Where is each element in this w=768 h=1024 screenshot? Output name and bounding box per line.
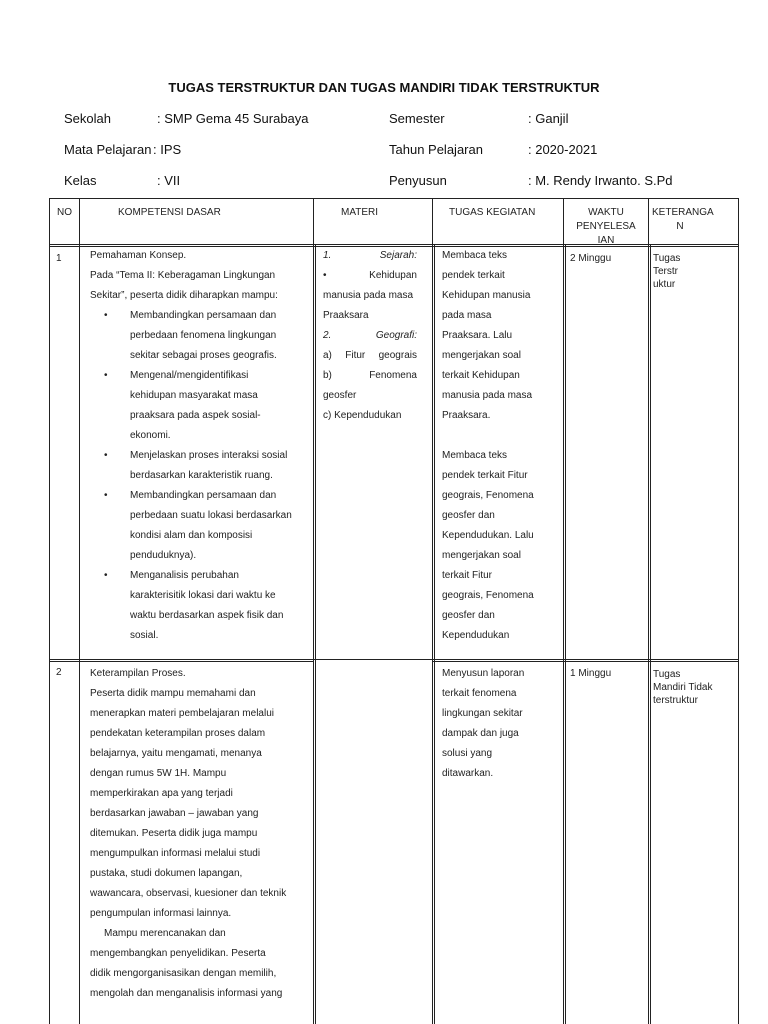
kd-line: waktu berdasarkan aspek fisik dan	[130, 610, 284, 621]
header-kompetensi: KOMPETENSI DASAR	[118, 207, 221, 218]
materi-word: Kehidupan	[369, 270, 417, 281]
materi-word: Fitur	[345, 350, 366, 361]
kd-line: sekitar sebagai proses geografis.	[130, 350, 277, 361]
materi-num: 2.	[323, 330, 332, 341]
materi-line	[323, 266, 417, 286]
materi-line: manusia pada masa	[323, 290, 414, 301]
tugas-line: lingkungan sekitar	[442, 708, 523, 719]
kd-line: pustaka, studi dokumen lapangan,	[90, 868, 243, 879]
table-top-border	[49, 198, 739, 199]
row1-no: 1	[56, 253, 62, 264]
kd-bullet-item: • Membandingkan persamaan dan	[90, 306, 308, 326]
kd-line: didik mengorganisasikan dengan memilih,	[90, 968, 277, 979]
header-materi: MATERI	[341, 207, 379, 218]
row1-bottom-border-double-right	[432, 661, 739, 662]
kd-line: penduduknya).	[130, 550, 197, 561]
kd-line: Sekitar”, peserta didik diharapkan mampu:	[90, 290, 278, 301]
row2-kompetensi	[90, 664, 312, 1004]
materi-heading-sejarah	[323, 246, 417, 266]
materi-line	[323, 346, 417, 366]
tugas-line: pada masa	[442, 310, 492, 321]
tugas-line: manusia pada masa	[442, 390, 533, 401]
kd-line: mengolah dan menganalisis informasi yang	[90, 988, 283, 999]
materi-word: Fenomena	[369, 370, 417, 381]
materi-head: Geografi:	[375, 330, 417, 341]
row1-bottom-border	[49, 659, 739, 660]
col-divider-no	[79, 198, 80, 1024]
materi-word: b)	[323, 370, 332, 381]
tugas-line: Menyusun laporan	[442, 668, 525, 679]
kd-line: Mampu merencanakan dan	[104, 928, 226, 939]
col-divider-tugas	[563, 198, 564, 1024]
kd-bullet-item: • Mengenal/mengidentifikasi	[90, 366, 308, 386]
kd-line: berdasarkan karakteristik ruang.	[130, 470, 273, 481]
row2-no: 2	[56, 667, 62, 678]
table-left-border	[49, 198, 50, 1024]
header-no: NO	[57, 207, 72, 218]
tugas-line: solusi yang	[442, 748, 493, 759]
kd-line: perbedaan fenomena lingkungan	[130, 330, 277, 341]
kd-line: pengumpulan informasi lainnya.	[90, 908, 232, 919]
ket-line: uktur	[653, 279, 676, 290]
tugas-line: pendek terkait	[442, 270, 505, 281]
materi-bullet: •	[323, 270, 327, 281]
penyusun-value: : M. Rendy Irwanto. S.Pd	[528, 173, 673, 188]
tugas-line: geograis, Fenomena	[442, 490, 534, 501]
ket-line: Mandiri Tidak	[653, 682, 713, 693]
kd-line: Peserta didik mampu memahami dan	[90, 688, 256, 699]
tugas-line: Membaca teks	[442, 450, 508, 461]
kelas-value: : VII	[157, 173, 181, 188]
row1-kompetensi	[90, 246, 308, 646]
materi-line: c) Kependudukan	[323, 410, 402, 421]
kd-line: karakterisitik lokasi dari waktu ke	[130, 590, 276, 601]
tugas-line: dampak dan juga	[442, 728, 519, 739]
materi-heading-geografi	[323, 326, 417, 346]
col-divider-materi	[432, 198, 433, 1024]
kd-line: dengan rumus 5W 1H. Mampu	[90, 768, 227, 779]
row1-bottom-border-double-left	[49, 661, 314, 662]
tugas-line: geosfer dan	[442, 510, 495, 521]
kd-bullet-item: • Menganalisis perubahan	[90, 566, 308, 586]
tugas-line: Kependudukan. Lalu	[442, 530, 534, 541]
tugas-line: terkait Kehidupan	[442, 370, 520, 381]
header-keterangan: KETERANGA N	[652, 207, 714, 232]
ket-line: terstruktur	[653, 695, 699, 706]
tugas-line: mengerjakan soal	[442, 550, 521, 561]
ket-line: Tugas	[653, 669, 681, 680]
col-divider-waktu	[648, 198, 649, 1024]
semester-value: : Ganjil	[528, 111, 569, 126]
tugas-line: Praaksara.	[442, 410, 491, 421]
row1-tugas	[442, 246, 558, 646]
ket-line: Terstr	[653, 266, 678, 277]
row2-waktu: 1 Minggu	[570, 668, 612, 679]
materi-line	[323, 366, 417, 386]
tugas-spacer	[442, 426, 558, 446]
tugas-line: mengerjakan soal	[442, 350, 521, 361]
kd-line: sosial.	[130, 630, 159, 641]
kd-line: perbedaan suatu lokasi berdasarkan	[130, 510, 292, 521]
kd-line: berdasarkan jawaban – jawaban yang	[90, 808, 259, 819]
materi-word: a)	[323, 350, 332, 361]
tugas-line: Kependudukan	[442, 630, 510, 641]
kd-line: wawancara, observasi, kuesioner dan teknik	[90, 888, 287, 899]
tugas-line: Kehidupan manusia	[442, 290, 531, 301]
kd-line: mengumpulkan informasi melalui studi	[90, 848, 261, 859]
kd-line: belajarnya, yaitu mengamati, menanya	[90, 748, 262, 759]
kd-line: memperkirakan apa yang terjadi	[90, 788, 233, 799]
kd-line: mengembangkan penyelidikan. Peserta	[90, 948, 266, 959]
kd-bullet-item: • Menjelaskan proses interaksi sosial	[90, 446, 308, 466]
kd-line: Keterampilan Proses.	[90, 668, 186, 679]
document-title: TUGAS TERSTRUKTUR DAN TUGAS MANDIRI TIDAK TERSTRUKTUR	[168, 80, 600, 95]
materi-head: Sejarah:	[379, 250, 417, 261]
kd-line: kondisi alam dan komposisi	[130, 530, 253, 541]
header-waktu: WAKTU PENYELESA IAN	[576, 207, 636, 246]
tugas-line: terkait fenomena	[442, 688, 517, 699]
sekolah-label: Sekolah	[64, 111, 111, 126]
penyusun-label: Penyusun	[389, 173, 447, 188]
kd-line: Pemahaman Konsep.	[90, 250, 187, 261]
mapel-value: : IPS	[153, 142, 182, 157]
row2-keterangan	[653, 668, 712, 707]
kd-bullet-item: • Membandingkan persamaan dan	[90, 486, 308, 506]
col-divider-waktu-double	[650, 244, 651, 1024]
mapel-label: Mata Pelajaran	[64, 142, 152, 157]
kd-line: ekonomi.	[130, 430, 171, 441]
row1-materi	[323, 246, 417, 426]
kd-line: pendekatan keterampilan proses dalam	[90, 728, 266, 739]
kd-line: ditemukan. Peserta didik juga mampu	[90, 828, 258, 839]
header-tugas: TUGAS KEGIATAN	[449, 207, 536, 218]
tugas-line: ditawarkan.	[442, 768, 494, 779]
col-divider-kd-double	[315, 244, 316, 1024]
materi-line: Praaksara	[323, 310, 369, 321]
materi-line: geosfer	[323, 390, 357, 401]
tugas-line: geograis, Fenomena	[442, 590, 534, 601]
tugas-line: pendek terkait Fitur	[442, 470, 528, 481]
materi-num: 1.	[323, 250, 332, 261]
row2-tugas	[442, 664, 558, 784]
task-table	[49, 198, 739, 1024]
table-right-border	[738, 198, 739, 1024]
kd-line: Pada “Tema II: Keberagaman Lingkungan	[90, 270, 276, 281]
ket-line: Tugas	[653, 253, 681, 264]
kd-line: menerapkan materi pembelajaran melalui	[90, 708, 274, 719]
col-divider-kd	[313, 198, 314, 1024]
tugas-line: geosfer dan	[442, 610, 495, 621]
sekolah-value: : SMP Gema 45 Surabaya	[157, 111, 309, 126]
tugas-line: Membaca teks	[442, 250, 508, 261]
col-divider-materi-double	[434, 244, 435, 1024]
row1-keterangan	[653, 252, 680, 291]
kd-line: praaksara pada aspek sosial-	[130, 410, 261, 421]
kd-line: kehidupan masyarakat masa	[130, 390, 258, 401]
tahun-value: : 2020-2021	[528, 142, 598, 157]
tugas-line: Praaksara. Lalu	[442, 330, 513, 341]
row1-waktu: 2 Minggu	[570, 253, 612, 264]
col-divider-tugas-double	[565, 244, 566, 1024]
tugas-line: terkait Fitur	[442, 570, 493, 581]
tahun-label: Tahun Pelajaran	[389, 142, 483, 157]
semester-label: Semester	[389, 111, 445, 126]
kelas-label: Kelas	[64, 173, 97, 188]
materi-word: geograis	[378, 350, 417, 361]
